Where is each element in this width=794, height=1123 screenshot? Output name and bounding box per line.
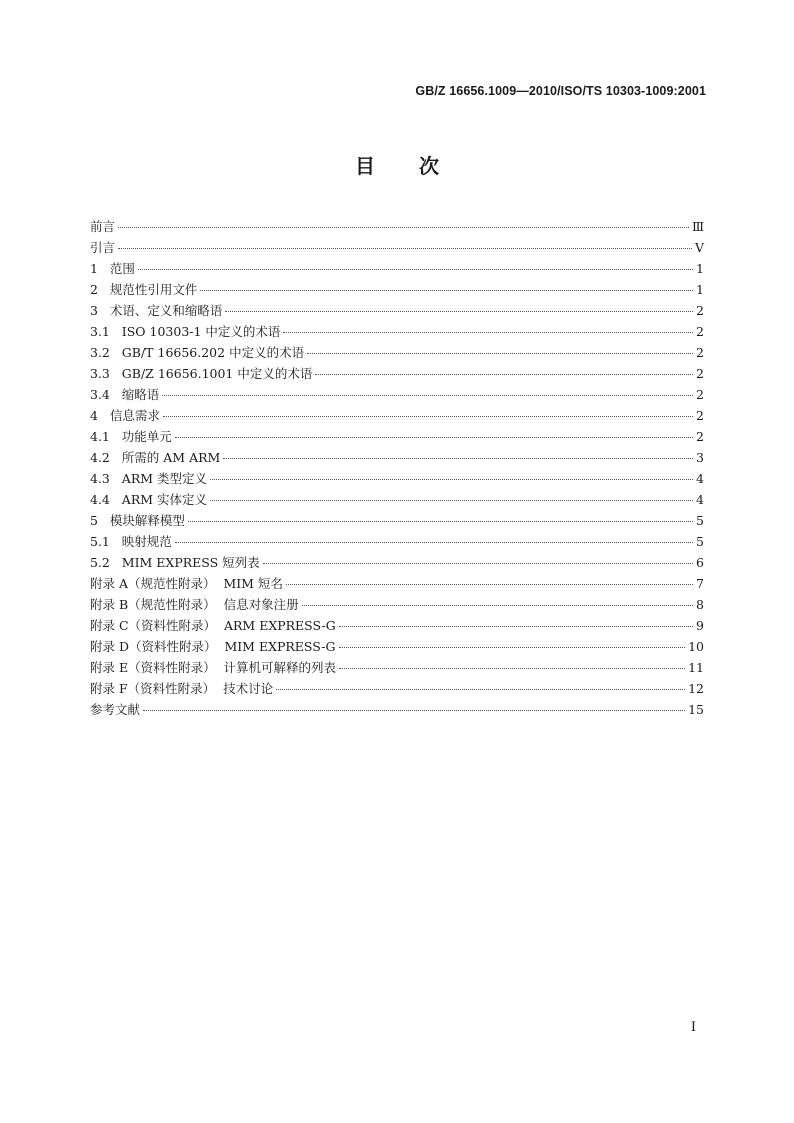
toc-entry-label: 4 信息需求 [90,408,160,423]
dot-leader [263,562,693,564]
dot-leader [175,541,693,543]
toc-entry-page: 2 [696,387,704,402]
toc-entry-page: 12 [688,681,704,696]
toc-entry[interactable] [90,489,704,510]
dot-leader [210,478,693,480]
toc-entry[interactable] [90,426,704,447]
toc-entry-page: 2 [696,303,704,318]
dot-leader [138,268,693,270]
toc-entry[interactable] [90,657,704,678]
toc-entry-label: 3.1 ISO 10303-1 中定义的术语 [90,324,281,339]
toc-entry[interactable] [90,447,704,468]
toc-entry-label: 3.4 缩略语 [90,387,160,402]
dot-leader [162,394,693,396]
toc-entry-page: 15 [688,702,704,717]
toc-entry-label: 前言 [90,219,116,234]
toc-entry[interactable] [90,573,704,594]
toc-entry-label: 附录 A（规范性附录） MIM 短名 [90,576,283,591]
dot-leader [286,583,693,585]
toc-entry[interactable] [90,468,704,489]
toc-entry[interactable] [90,405,704,426]
toc-entry-page: 5 [696,513,704,528]
page-number: Ⅰ [690,1020,696,1035]
dot-leader [339,625,693,627]
toc-entry-label: 附录 E（资料性附录） 计算机可解释的列表 [90,660,337,675]
toc-entry-label: 附录 B（规范性附录） 信息对象注册 [90,597,299,612]
toc-entry-page: 4 [696,492,704,507]
dot-leader [225,310,693,312]
toc-entry-label: 引言 [90,240,116,255]
toc-entry-label: 1 范围 [90,261,135,276]
toc-entry-label: 附录 C（资料性附录） ARM EXPRESS-G [90,618,336,633]
toc-entry-label: 附录 F（资料性附录） 技术讨论 [90,681,274,696]
toc-entry[interactable] [90,552,704,573]
dot-leader [283,331,693,333]
toc-entry[interactable] [90,510,704,531]
standard-code: GB/Z 16656.1009—2010/ISO/TS 10303-1009:2001 [415,84,706,98]
toc-entry-label: 4.2 所需的 AM ARM [90,450,221,465]
toc-entry-label: 5.1 映射规范 [90,534,172,549]
toc-entry[interactable] [90,594,704,615]
toc-entry[interactable] [90,531,704,552]
toc-entry-page: 2 [696,366,704,381]
toc-entry-page: 9 [696,618,704,633]
dot-leader [118,226,689,228]
dot-leader [339,646,686,648]
toc-entry[interactable] [90,237,704,258]
dot-leader [276,688,685,690]
toc-entry-label: 3.3 GB/Z 16656.1001 中定义的术语 [90,366,313,381]
toc-entry[interactable] [90,300,704,321]
toc-entry-page: 7 [696,576,704,591]
toc-entry-label: 4.1 功能单元 [90,429,172,444]
toc-entry[interactable] [90,258,704,279]
toc-entry-page: 2 [696,345,704,360]
toc-entry-page: 2 [696,324,704,339]
toc-entry[interactable] [90,363,704,384]
toc-entry-page: 4 [696,471,704,486]
toc-entry-page: Ⅴ [694,240,704,255]
toc-entry[interactable] [90,615,704,636]
toc-entry-page: 6 [696,555,704,570]
dot-leader [118,247,692,249]
toc-entry-label: 4.4 ARM 实体定义 [90,492,208,507]
toc-entry-page: 3 [696,450,704,465]
dot-leader [163,415,693,417]
toc-entry-page: 2 [696,408,704,423]
toc-entry-label: 3.2 GB/T 16656.202 中定义的术语 [90,345,305,360]
toc-entry-label: 5 模块解释模型 [90,513,185,528]
dot-leader [339,667,685,669]
toc-entry-page: 10 [688,639,704,654]
page-title [0,150,794,179]
dot-leader [175,436,693,438]
toc-entry-page: 2 [696,429,704,444]
dot-leader [143,709,685,711]
dot-leader [302,604,693,606]
dot-leader [200,289,693,291]
toc-entry-page: 11 [688,660,704,675]
toc-entry-label: 2 规范性引用文件 [90,282,198,297]
dot-leader [210,499,693,501]
toc-entry-label: 附录 D（资料性附录） MIM EXPRESS-G [90,639,336,654]
toc-entry[interactable] [90,636,704,657]
title-char-2: 次 [419,154,439,178]
toc-entry-page: 1 [696,261,704,276]
dot-leader [223,457,693,459]
toc-entry-page: 1 [696,282,704,297]
toc-entry-label: 参考文献 [90,702,141,717]
dot-leader [188,520,693,522]
toc-entry[interactable] [90,216,704,237]
toc-entry-page: 5 [696,534,704,549]
toc-entry-page: Ⅲ [691,219,704,234]
toc-entry-label: 3 术语、定义和缩略语 [90,303,223,318]
toc-entry[interactable] [90,279,704,300]
dot-leader [315,373,693,375]
toc-entry[interactable] [90,678,704,699]
table-of-contents [90,216,704,720]
dot-leader [307,352,693,354]
toc-entry-page: 8 [696,597,704,612]
toc-entry[interactable] [90,384,704,405]
title-char-1: 目 [355,154,375,178]
toc-entry-label: 5.2 MIM EXPRESS 短列表 [90,555,260,570]
toc-entry-label: 4.3 ARM 类型定义 [90,471,208,486]
toc-entry[interactable] [90,699,704,720]
toc-entry[interactable] [90,342,704,363]
toc-entry[interactable] [90,321,704,342]
